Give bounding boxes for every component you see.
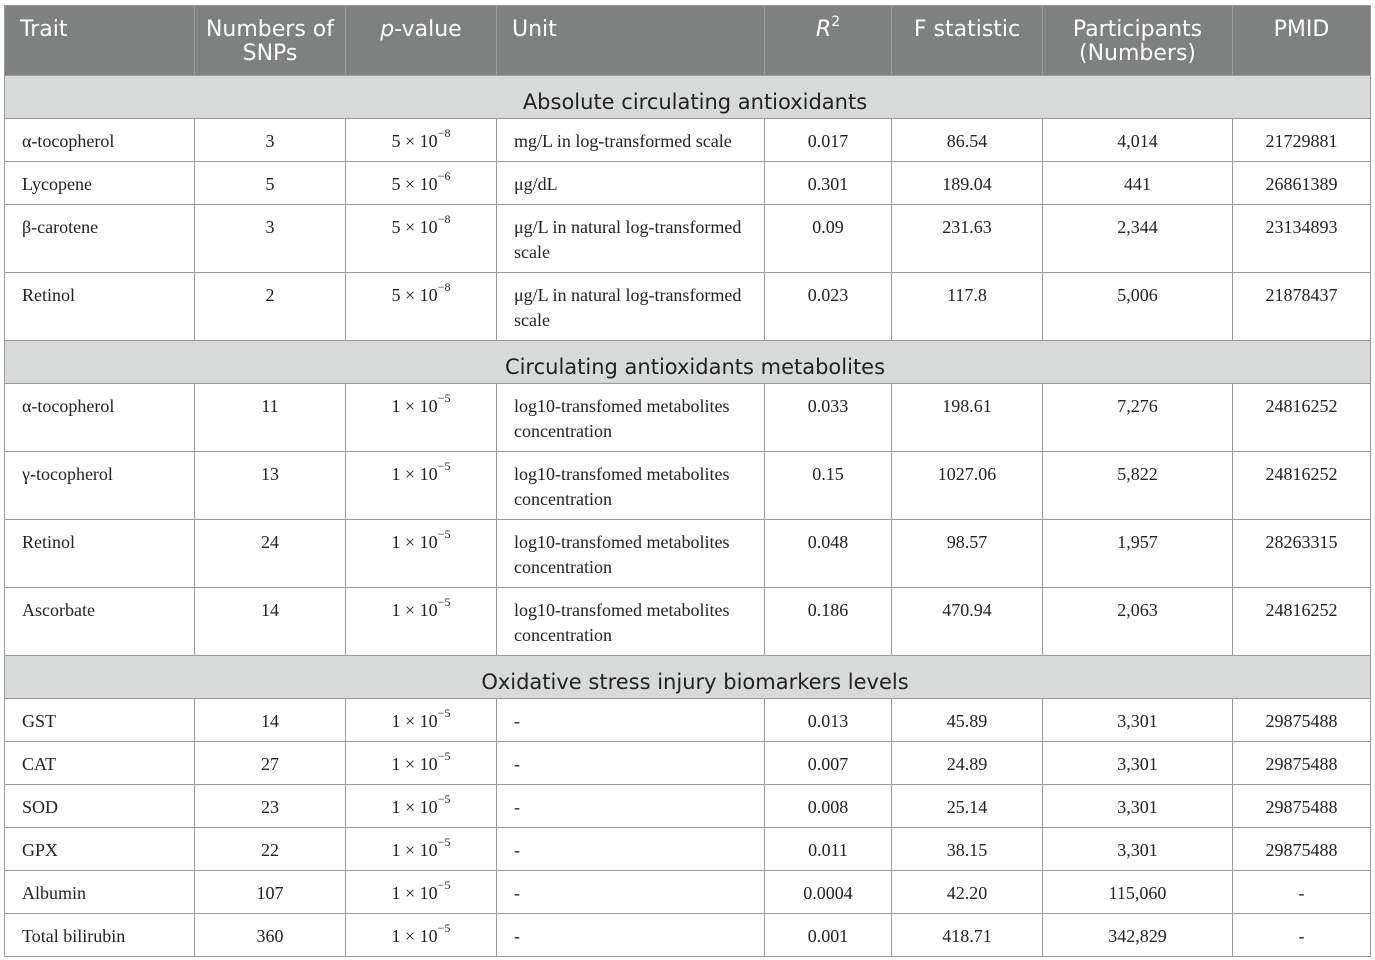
cell-fstat: 198.61 [892,384,1043,452]
cell-snps: 14 [195,588,346,656]
cell-pvalue [346,742,497,785]
cell-unit: - [497,699,765,742]
pvalue-exponent: −5 [437,878,451,892]
table-row [5,588,1371,656]
pvalue-base: 1 × 10 [391,754,438,774]
pvalue-exponent: −8 [437,280,451,294]
pvalue-base: 1 × 10 [391,840,438,860]
cell-pmid: 26861389 [1233,162,1371,205]
cell-trait: α-tocopherol [5,384,195,452]
table-row [5,452,1371,520]
table-body [5,76,1371,957]
pvalue-base: 5 × 10 [391,174,438,194]
cell-unit: - [497,871,765,914]
cell-trait: Ascorbate [5,588,195,656]
cell-r2: 0.017 [765,119,892,162]
header-fstat: F statistic [892,6,1043,76]
cell-participants: 115,060 [1043,871,1233,914]
table-row [5,742,1371,785]
cell-pvalue [346,452,497,520]
section-row [5,76,1371,119]
cell-pvalue [346,871,497,914]
cell-pvalue [346,588,497,656]
cell-snps: 3 [195,205,346,273]
cell-pvalue [346,119,497,162]
cell-fstat: 418.71 [892,914,1043,957]
pvalue-base: 1 × 10 [391,883,438,903]
cell-trait: GPX [5,828,195,871]
pvalue-exponent: −5 [437,921,451,935]
cell-trait: Albumin [5,871,195,914]
cell-fstat: 98.57 [892,520,1043,588]
cell-unit: - [497,785,765,828]
cell-pvalue [346,273,497,341]
cell-participants: 5,822 [1043,452,1233,520]
header-trait: Trait [5,6,195,76]
header-unit: Unit [497,6,765,76]
section-title: Oxidative stress injury biomarkers levels [5,656,1371,699]
section-title: Circulating antioxidants metabolites [5,341,1371,384]
cell-snps: 5 [195,162,346,205]
cell-pvalue [346,785,497,828]
cell-trait: γ-tocopherol [5,452,195,520]
pvalue-base: 1 × 10 [391,532,438,552]
cell-pmid: 29875488 [1233,828,1371,871]
cell-trait: Retinol [5,273,195,341]
pvalue-exponent: −5 [437,792,451,806]
pvalue-base: 1 × 10 [391,926,438,946]
cell-fstat: 25.14 [892,785,1043,828]
pvalue-base: 5 × 10 [391,131,438,151]
cell-unit: - [497,742,765,785]
table-row [5,871,1371,914]
cell-pmid: 24816252 [1233,452,1371,520]
pvalue-exponent: −5 [437,835,451,849]
cell-unit: μg/L in natural log-transformed scale [497,273,765,341]
cell-pmid: 21878437 [1233,273,1371,341]
cell-pmid: 29875488 [1233,699,1371,742]
cell-unit: μg/L in natural log-transformed scale [497,205,765,273]
cell-participants: 2,344 [1043,205,1233,273]
cell-pmid: 21729881 [1233,119,1371,162]
cell-trait: GST [5,699,195,742]
pvalue-base: 1 × 10 [391,600,438,620]
cell-r2: 0.0004 [765,871,892,914]
cell-participants: 342,829 [1043,914,1233,957]
header-snps: Numbers of SNPs [195,6,346,76]
header-row [5,6,1371,76]
cell-snps: 24 [195,520,346,588]
cell-fstat: 38.15 [892,828,1043,871]
pvalue-exponent: −6 [437,169,451,183]
pvalue-base: 1 × 10 [391,464,438,484]
section-title: Absolute circulating antioxidants [5,76,1371,119]
cell-r2: 0.007 [765,742,892,785]
cell-participants: 3,301 [1043,699,1233,742]
cell-pmid: 24816252 [1233,384,1371,452]
cell-r2: 0.186 [765,588,892,656]
cell-fstat: 24.89 [892,742,1043,785]
cell-pmid: 29875488 [1233,785,1371,828]
cell-pvalue [346,384,497,452]
pvalue-exponent: −5 [437,749,451,763]
pvalue-exponent: −8 [437,212,451,226]
table-row [5,119,1371,162]
cell-unit: mg/L in log-transformed scale [497,119,765,162]
cell-unit: log10-transfomed metabolites concentration [497,452,765,520]
cell-trait: β-carotene [5,205,195,273]
cell-r2: 0.033 [765,384,892,452]
cell-snps: 3 [195,119,346,162]
cell-r2: 0.023 [765,273,892,341]
cell-pvalue [346,699,497,742]
pvalue-exponent: −5 [437,391,451,405]
cell-participants: 4,014 [1043,119,1233,162]
cell-pmid: 28263315 [1233,520,1371,588]
header-r2 [765,6,892,76]
cell-snps: 107 [195,871,346,914]
cell-trait: SOD [5,785,195,828]
pvalue-exponent: −5 [437,595,451,609]
cell-trait: Lycopene [5,162,195,205]
cell-fstat: 117.8 [892,273,1043,341]
cell-pmid: - [1233,914,1371,957]
cell-participants: 3,301 [1043,742,1233,785]
cell-participants: 1,957 [1043,520,1233,588]
pvalue-base: 1 × 10 [391,797,438,817]
pvalue-base: 1 × 10 [391,711,438,731]
pvalue-base: 1 × 10 [391,396,438,416]
header-pvalue [346,6,497,76]
cell-pvalue [346,914,497,957]
header-pvalue-p: p [380,17,395,42]
section-row [5,656,1371,699]
cell-fstat: 42.20 [892,871,1043,914]
cell-r2: 0.301 [765,162,892,205]
table-row [5,785,1371,828]
cell-r2: 0.001 [765,914,892,957]
cell-unit: log10-transfomed metabolites concentration [497,520,765,588]
cell-fstat: 470.94 [892,588,1043,656]
cell-r2: 0.011 [765,828,892,871]
cell-participants: 5,006 [1043,273,1233,341]
cell-pvalue [346,205,497,273]
cell-snps: 13 [195,452,346,520]
cell-r2: 0.09 [765,205,892,273]
cell-r2: 0.008 [765,785,892,828]
cell-r2: 0.15 [765,452,892,520]
cell-unit: - [497,828,765,871]
cell-participants: 441 [1043,162,1233,205]
cell-fstat: 189.04 [892,162,1043,205]
cell-r2: 0.048 [765,520,892,588]
cell-pvalue [346,828,497,871]
table-row [5,273,1371,341]
table-row [5,162,1371,205]
cell-snps: 22 [195,828,346,871]
cell-unit: - [497,914,765,957]
cell-snps: 27 [195,742,346,785]
pvalue-base: 5 × 10 [391,285,438,305]
table-row [5,828,1371,871]
pvalue-base: 5 × 10 [391,217,438,237]
cell-trait: CAT [5,742,195,785]
cell-pmid: - [1233,871,1371,914]
cell-trait: α-tocopherol [5,119,195,162]
header-pvalue-rest: -value [394,17,462,42]
data-table [4,5,1371,957]
header-participants: Participants (Numbers) [1043,6,1233,76]
pvalue-exponent: −5 [437,527,451,541]
cell-snps: 11 [195,384,346,452]
cell-participants: 3,301 [1043,828,1233,871]
table-row [5,205,1371,273]
cell-fstat: 231.63 [892,205,1043,273]
cell-trait: Retinol [5,520,195,588]
cell-snps: 2 [195,273,346,341]
cell-snps: 360 [195,914,346,957]
table-row [5,699,1371,742]
table-row [5,384,1371,452]
cell-pmid: 23134893 [1233,205,1371,273]
cell-participants: 7,276 [1043,384,1233,452]
header-r2-sup: 2 [831,13,841,30]
pvalue-exponent: −5 [437,706,451,720]
cell-unit: μg/dL [497,162,765,205]
cell-trait: Total bilirubin [5,914,195,957]
cell-snps: 23 [195,785,346,828]
cell-pmid: 29875488 [1233,742,1371,785]
cell-snps: 14 [195,699,346,742]
cell-unit: log10-transfomed metabolites concentration [497,588,765,656]
pvalue-exponent: −8 [437,126,451,140]
cell-participants: 2,063 [1043,588,1233,656]
cell-unit: log10-transfomed metabolites concentration [497,384,765,452]
section-row [5,341,1371,384]
cell-r2: 0.013 [765,699,892,742]
table-row [5,520,1371,588]
header-r2-base: R [815,17,832,42]
header-pmid: PMID [1233,6,1371,76]
table-row [5,914,1371,957]
cell-pvalue [346,520,497,588]
cell-pmid: 24816252 [1233,588,1371,656]
cell-pvalue [346,162,497,205]
pvalue-exponent: −5 [437,459,451,473]
cell-fstat: 86.54 [892,119,1043,162]
cell-fstat: 1027.06 [892,452,1043,520]
cell-participants: 3,301 [1043,785,1233,828]
cell-fstat: 45.89 [892,699,1043,742]
